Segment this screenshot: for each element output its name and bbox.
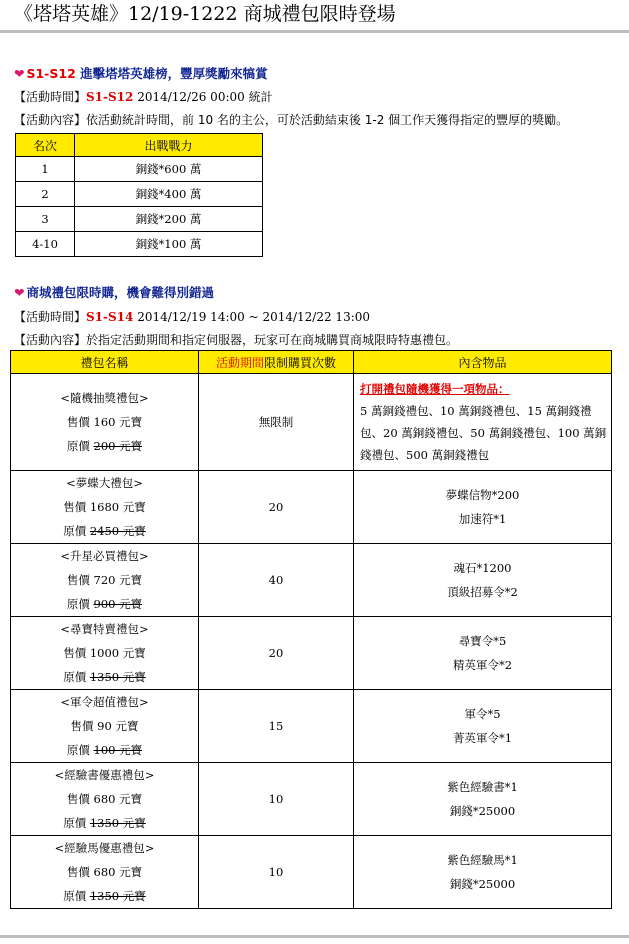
contents-header: 內含物品 [354,351,612,374]
package-name-header: 禮包名稱 [11,351,199,374]
table-row: 2 銅錢*400 萬 [16,182,263,207]
contents-cell: 打開禮包隨機獲得一項物品： 5 萬銅錢禮包、10 萬銅錢禮包、15 萬銅錢禮包、20 萬銅錢禮包、50 萬銅錢禮包、100 萬銅錢禮包、500 萬銅錢禮包 [354,374,612,471]
table-row: 1 銅錢*600 萬 [16,157,263,182]
table-row: 4-10 銅錢*100 萬 [16,232,263,257]
table-row: <軍令超值禮包> 售價 90 元寶 原價 100 元寶 15 軍令*5 菁英軍令*1 [11,690,612,763]
heart-icon: ❤ [14,285,25,300]
table-row: <升星必買禮包> 售價 720 元寶 原價 900 元寶 40 魂石*1200 頂級招募令*2 [11,544,612,617]
section2-heading: ❤ 商城禮包限時購，機會難得別錯過 [14,285,214,300]
package-cell: <隨機抽獎禮包> 售價 160 元寶 原價 200 元寶 [11,374,199,471]
purchase-limit-header: 活動期間限制購買次數 [199,351,354,374]
heart-icon: ❤ [14,66,25,81]
section1-time: 【活動時間】S1-S12 2014/12/26 00:00 統計 [14,90,273,104]
page-title: 《塔塔英雄》12/19-1222 商城禮包限時登場 [14,3,396,25]
section2-content: 【活動內容】於指定活動期間和指定伺服器，玩家可在商城購買商城限時特惠禮包。 [14,333,459,347]
table-row: 3 銅錢*200 萬 [16,207,263,232]
section2-time: 【活動時間】S1-S14 2014/12/19 14:00 ~ 2014/12/22 13:00 [14,310,371,324]
table-row: <尋寶特賣禮包> 售價 1000 元寶 原價 1350 元寶 20 尋寶令*5 精英軍令*2 [11,617,612,690]
table-row: <經驗書優惠禮包> 售價 680 元寶 原價 1350 元寶 10 紫色經驗書*1 銅錢*25000 [11,763,612,836]
table-row: <夢蝶大禮包> 售價 1680 元寶 原價 2450 元寶 20 夢蝶信物*200 加速符*1 [11,471,612,544]
rank-header: 名次 [16,134,75,157]
table-row: <經驗馬優惠禮包> 售價 680 元寶 原價 1350 元寶 10 紫色經驗馬*1 銅錢*25000 [11,836,612,909]
table-row [11,374,612,471]
gift-package-table [10,350,612,909]
bottom-divider [0,935,629,938]
limit-cell: 無限制 [199,374,354,471]
title-divider [0,30,629,33]
section1-heading: ❤ S1-S12 進擊塔塔英雄榜，豐厚獎勵來犒賞 [14,66,268,81]
reward-header: 出戰戰力 [75,134,263,157]
section1-content: 【活動內容】依活動統計時間，前 10 名的主公，可於活動結束後 1-2 個工作天獲得指定的豐厚的獎勵。 [14,113,569,127]
rank-reward-table [15,133,263,257]
